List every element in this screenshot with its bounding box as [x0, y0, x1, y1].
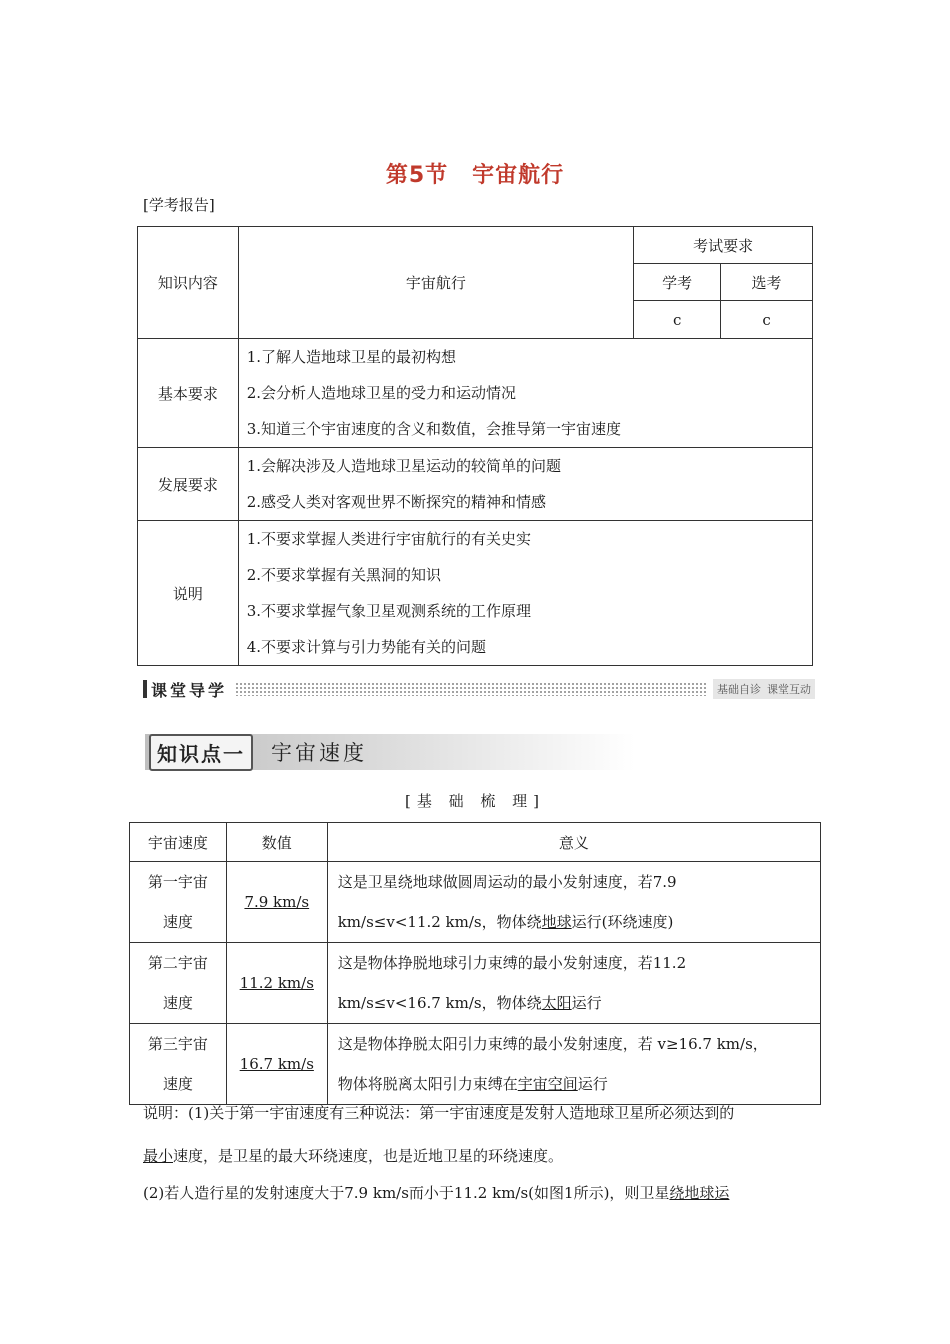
speed-value [226, 1024, 327, 1105]
list-item: 2.感受人类对客观世界不断探究的精神和情感 [246, 493, 547, 511]
table-row [130, 862, 821, 943]
xuekao-label: 学考 [634, 264, 721, 301]
header-cell: 数值 [226, 823, 327, 862]
banner-right-labels [713, 679, 815, 699]
speed-meaning [327, 862, 820, 943]
speed-value-text: 11.2 km/s [239, 974, 314, 992]
knowledge-point-title: 宇宙速度 [271, 741, 367, 765]
list-item: 1.不要求掌握人类进行宇宙航行的有关史实 [246, 530, 532, 548]
explanation-key-term: 最小 [143, 1147, 174, 1165]
explanation-text: (2)若人造行星的发射速度大于7.9 km/s而小于11.2 km/s(如图1所示)，则卫星 [143, 1184, 670, 1202]
explanation-line [143, 1182, 823, 1203]
xuankao-label: 选考 [721, 264, 813, 301]
basic-req-list [238, 339, 812, 448]
knowledge-point-label: 知识点一 [149, 734, 253, 771]
speed-value [226, 862, 327, 943]
banner-right-2: 课堂互动 [767, 683, 811, 696]
meaning-key-term: 宇宙空间 [517, 1075, 578, 1093]
banner-main-label: 课堂导学 [151, 680, 228, 700]
xuankao-value: c [721, 301, 813, 339]
meaning-text: 物体将脱离太阳引力束缚在 [337, 1075, 518, 1093]
meaning-line: 这是物体挣脱地球引力束缚的最小发射速度，若11.2 [337, 954, 687, 972]
speed-name [130, 862, 227, 943]
banner-lead-bar [143, 680, 147, 698]
meaning-text: 运行(环绕速度) [571, 913, 674, 931]
banner-right-1: 基础自诊 [717, 683, 761, 696]
cosmic-speed-table [129, 822, 821, 1105]
basic-req-label: 基本要求 [138, 339, 239, 448]
meaning-key-term: 地球 [541, 913, 572, 931]
meaning-line [338, 1064, 820, 1104]
explanation-line [143, 1145, 823, 1166]
speed-value [226, 943, 327, 1024]
explanation-line: 说明：(1)关于第一宇宙速度有三种说法：第一宇宙速度是发射人造地球卫星所必须达到的 [143, 1104, 735, 1122]
meaning-line: 这是物体挣脱太阳引力束缚的最小发射速度，若 v≥16.7 km/s， [337, 1035, 768, 1053]
header-cell: 宇宙速度 [130, 823, 227, 862]
section-name: 宇宙航行 [472, 163, 565, 188]
speed-name-line: 第三宇宙 [147, 1035, 208, 1053]
page-title [0, 158, 950, 189]
speed-value-text: 7.9 km/s [244, 893, 310, 911]
speed-name-line: 速度 [162, 913, 193, 931]
notes-label: 说明 [138, 521, 239, 666]
speed-name-line: 第一宇宙 [147, 873, 208, 891]
meaning-key-term: 太阳 [541, 994, 572, 1012]
report-table [137, 226, 813, 666]
meaning-text: 运行 [571, 994, 602, 1012]
list-item: 4.不要求计算与引力势能有关的问题 [246, 638, 487, 656]
table-row [130, 1024, 821, 1105]
classroom-banner [143, 678, 815, 700]
exam-req-label: 考试要求 [634, 227, 813, 264]
section-number: 第5节 [385, 163, 449, 188]
knowledge-label: 知识内容 [138, 227, 239, 339]
explanation-text: 速度，是卫星的最大环绕速度，也是近地卫星的环绕速度。 [173, 1147, 564, 1165]
knowledge-point-header [145, 734, 635, 770]
meaning-text: km/s≤v<11.2 km/s，物体绕 [337, 913, 542, 931]
speed-value-text: 16.7 km/s [239, 1055, 314, 1073]
develop-req-label: 发展要求 [138, 448, 239, 521]
table-row [130, 943, 821, 1024]
explanation-key-term: 绕地球运 [669, 1184, 730, 1202]
meaning-text: 运行 [577, 1075, 608, 1093]
list-item: 1.了解人造地球卫星的最初构想 [246, 348, 457, 366]
speed-meaning [327, 943, 820, 1024]
list-item: 1.会解决涉及人造地球卫星运动的较简单的问题 [246, 457, 562, 475]
meaning-line [338, 902, 820, 942]
knowledge-value: 宇宙航行 [238, 227, 634, 339]
report-label: [学考报告] [143, 196, 215, 214]
basis-label: [基 础 梳 理] [404, 792, 545, 810]
list-item: 2.会分析人造地球卫星的受力和运动情况 [246, 384, 517, 402]
banner-dotted-fill [235, 682, 707, 696]
list-item: 3.知道三个宇宙速度的含义和数值，会推导第一宇宙速度 [246, 420, 622, 438]
header-cell: 意义 [327, 823, 820, 862]
speed-meaning [327, 1024, 820, 1105]
notes-list [238, 521, 812, 666]
speed-name-line: 速度 [162, 994, 193, 1012]
speed-name [130, 1024, 227, 1105]
develop-req-list [238, 448, 812, 521]
meaning-line: 这是卫星绕地球做圆周运动的最小发射速度，若7.9 [337, 873, 677, 891]
speed-name-line: 第二宇宙 [147, 954, 208, 972]
table-header-row [130, 823, 821, 862]
list-item: 3.不要求掌握气象卫星观测系统的工作原理 [246, 602, 532, 620]
xuekao-value: c [634, 301, 721, 339]
meaning-text: km/s≤v<16.7 km/s，物体绕 [337, 994, 542, 1012]
speed-name-line: 速度 [162, 1075, 193, 1093]
list-item: 2.不要求掌握有关黑洞的知识 [246, 566, 442, 584]
meaning-line [338, 983, 820, 1023]
speed-name [130, 943, 227, 1024]
